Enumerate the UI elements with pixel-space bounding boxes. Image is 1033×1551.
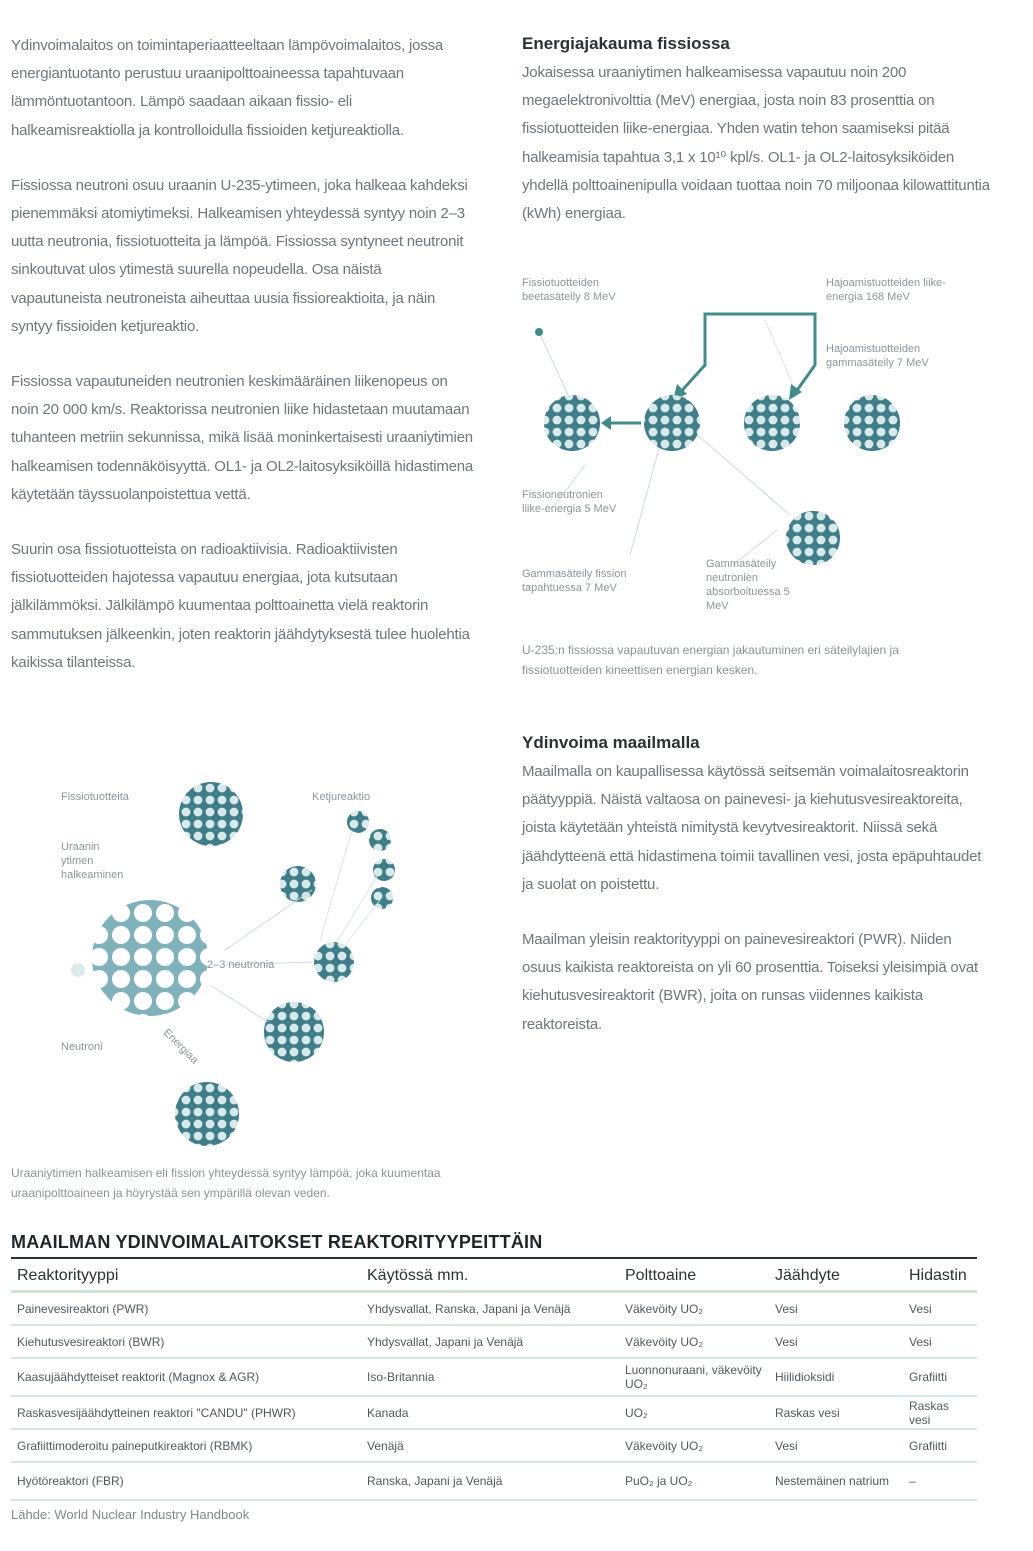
energy-caption: U-235:n fissiossa vapautuvan energian jakautuminen eri säteilylajien ja fissiotuotteiden kineettisen energian kesken. [522, 643, 899, 677]
cell-coolant: Vesi [769, 1429, 903, 1462]
table-row [11, 1429, 977, 1462]
cell-moderator: Vesi [903, 1292, 977, 1326]
energy-paragraph: Jokaisessa uraaniytimen halkeamisessa vapautuu noin 200 megaelektronivolttia (MeV) energiaa, josta noin 83 prosenttia on fissiotuotteiden liike-energiaa. Yhden watin tehon saamiseksi pitää halkeamisia tapahtua 3,1 x 10¹⁰ kpl/s. OL1- ja OL2-laitosyksiköiden yhdellä polttoainenipulla voidaan tuottaa noin 70 miljoonaa kilowattituntia (kWh) energiaa. [522, 64, 990, 223]
energy-nucleus-3 [744, 395, 800, 451]
header-moderator: Hidastin [903, 1259, 977, 1292]
chain-nucleus-7 [371, 887, 393, 909]
fission-product-nucleus [179, 782, 243, 846]
cell-reactor: Grafiittimoderoitu paineputkireaktori (RBMK) [11, 1429, 361, 1462]
cell-countries: Ranska, Japani ja Venäjä [361, 1462, 619, 1500]
cell-coolant: Hiilidioksidi [769, 1358, 903, 1396]
reactor-table-section [11, 1232, 977, 1522]
table-row [11, 1325, 977, 1358]
cell-coolant: Vesi [769, 1325, 903, 1358]
label-beta-radiation: Fissiotuotteiden beetasäteily 8 MeV [522, 277, 616, 303]
cell-fuel: PuO₂ ja UO₂ [619, 1462, 769, 1500]
chain-nucleus-1 [280, 866, 316, 902]
cell-reactor: Raskasvesijäähdytteinen reaktori "CANDU" (PHWR) [11, 1396, 361, 1429]
cell-moderator: Raskas vesi [903, 1396, 977, 1429]
table-row [11, 1462, 977, 1500]
cell-reactor: Kaasujäähdytteiset reaktorit (Magnox & AGR) [11, 1358, 361, 1396]
label-decay-kinetic: Hajoamistuotteiden liike-energia 168 MeV [826, 277, 946, 303]
intro-paragraph-4: Suurin osa fissiotuotteista on radioaktiivisia. Radioaktiivisten fissiotuotteiden hajotessa vapautuu energiaa, jota kutsutaan jälkilämmöksi. Jälkilämpö kuumentaa polttoainetta vielä reaktorin sammutuksen jälkeenkin, joten reaktorin jäähdytyksestä tulee huolehtia kaikissa tilanteissa. [11, 541, 470, 671]
cell-reactor: Painevesireaktori (PWR) [11, 1292, 361, 1326]
intro-paragraph-2: Fissiossa neutroni osuu uraanin U-235-ytimeen, joka halkeaa kahdeksi pienemmäksi atomiytimeksi. Halkeamisen yhteydessä syntyy noin 2–3 uutta neutronia, fissiotuotteita ja lämpöä. Fissiossa syntyneet neutronit sinkoutuvat ulos ytimestä suurella nopeudella. Osa näistä vapautuneista neutroneista aiheuttaa uusia fissioreaktioita, ja näin syntyy fissioiden ketjureaktio. [11, 176, 468, 335]
cell-reactor: Kiehutusvesireaktori (BWR) [11, 1325, 361, 1358]
label-neutrons: 2–3 neutronia [207, 959, 275, 971]
cell-fuel: UO₂ [619, 1396, 769, 1429]
table-source: Lähde: World Nuclear Industry Handbook [11, 1507, 250, 1522]
chain-nucleus-2 [314, 942, 354, 982]
label-chain-reaction: Ketjureaktio [312, 791, 371, 803]
reactor-table [11, 1259, 977, 1501]
energy-nucleus-2 [644, 395, 700, 451]
left-column [11, 32, 476, 704]
table-header-row [11, 1259, 977, 1292]
header-in-use: Käytössä mm. [361, 1259, 619, 1292]
cell-fuel: Väkevöity UO₂ [619, 1325, 769, 1358]
header-fuel: Polttoaine [619, 1259, 769, 1292]
chain-nucleus-3 [264, 1002, 324, 1062]
uranium-nucleus [92, 900, 208, 1016]
energy-section [522, 33, 992, 255]
cell-moderator: Grafiitti [903, 1429, 977, 1462]
cell-moderator: Grafiitti [903, 1358, 977, 1396]
cell-coolant: Raskas vesi [769, 1396, 903, 1429]
label-energy: Energiaa [160, 1026, 201, 1067]
label-uranium-split: Uraanin ytimen halkeaminen [61, 841, 124, 881]
chain-nucleus-4 [347, 811, 369, 833]
cell-fuel: Luonnonuraani, väkevöity UO₂ [619, 1358, 769, 1396]
label-decay-gamma: Hajoamistuotteiden gammasäteily 7 MeV [826, 343, 929, 369]
header-coolant: Jäähdyte [769, 1259, 903, 1292]
energy-title: Energiajakauma fissiossa [522, 34, 730, 53]
cell-coolant: Nestemäinen natrium [769, 1462, 903, 1500]
cell-moderator: – [903, 1462, 977, 1500]
energy-nucleus-4 [844, 395, 900, 451]
fission-caption: Uraaniytimen halkeamisen eli fission yhteydessä syntyy lämpöä, joka kuumentaa uraanipolttoaineen ja höyrystää sen ympärillä olevan veden. [11, 1166, 441, 1200]
cell-countries: Venäjä [361, 1429, 619, 1462]
cell-coolant: Vesi [769, 1292, 903, 1326]
cell-countries: Yhdysvallat, Ranska, Japani ja Venäjä [361, 1292, 619, 1326]
header-reactor-type: Reaktorityyppi [11, 1259, 361, 1292]
table-title: MAAILMAN YDINVOIMALAITOKSET REAKTORITYYPEITTÄIN [11, 1232, 977, 1259]
table-row [11, 1292, 977, 1326]
neutron-dot [71, 963, 85, 977]
table-row [11, 1396, 977, 1429]
label-gamma-absorb: Gammasäteily neutronien absorboituessa 5 MeV [706, 558, 790, 612]
label-fission-products: Fissiotuotteita [61, 791, 129, 803]
chain-nucleus-5 [369, 829, 391, 851]
label-neutron: Neutroni [61, 1041, 103, 1053]
energy-nucleus-1 [544, 395, 600, 451]
intro-paragraph-3: Fissiossa vapautuneiden neutronien keskimääräinen liikenopeus on noin 20 000 km/s. Reaktorissa neutronien liike hidastetaan muutamaan tuhanteen metriin sekunnissa, mikä lisää moninkertaisesti uraaniytimien halkeamisen todennäköisyyttä. OL1- ja OL2-laitosyksiköillä hidastimena käytetään täyssuolanpoistettua vettä. [11, 373, 474, 503]
world-paragraph-2: Maailman yleisin reaktorityyppi on painevesireaktori (PWR). Niiden osuus kaikista reaktoreista on yli 60 prosenttia. Toiseksi yleisimpiä ovat kiehutusvesireaktorit (BWR), joita on runsas viidennes kaikista reaktoreista. [522, 931, 978, 1033]
cell-fuel: Väkevöity UO₂ [619, 1429, 769, 1462]
world-section [522, 732, 992, 1066]
cell-reactor: Hyötöreaktori (FBR) [11, 1462, 361, 1500]
cell-countries: Kanada [361, 1396, 619, 1429]
fission-product-nucleus-2 [175, 1082, 239, 1146]
cell-countries: Iso-Britannia [361, 1358, 619, 1396]
label-neutron-kinetic: Fissioneutronien liike-energia 5 MeV [522, 489, 617, 515]
world-title: Ydinvoima maailmalla [522, 733, 700, 752]
cell-fuel: Väkevöity UO₂ [619, 1292, 769, 1326]
cell-moderator: Vesi [903, 1325, 977, 1358]
label-gamma-fission: Gammasäteily fission tapahtuessa 7 MeV [522, 568, 627, 594]
table-row [11, 1358, 977, 1396]
world-paragraph-1: Maailmalla on kaupallisessa käytössä seitsemän voimalaitosreaktorin päätyyppiä. Näistä valtaosa on painevesi- ja kiehutusvesireaktoreita, joista käytetään yhteistä nimitystä kevytvesireaktorit. Niissä sekä jäähdytteenä että hidastimena toimii tavallinen vesi, josta epäpuhtaudet ja suolat on poistettu. [522, 763, 982, 893]
cell-countries: Yhdysvallat, Japani ja Venäjä [361, 1325, 619, 1358]
intro-paragraph-1: Ydinvoimalaitos on toimintaperiaatteeltaan lämpövoimalaitos, jossa energiantuotanto perustuu uraanipolttoaineessa tapahtuvaan lämmöntuotantoon. Lämpö saadaan aikaan fissio- eli halkeamisreaktiolla ja kontrolloidulla fissioiden ketjureaktiolla. [11, 37, 444, 139]
